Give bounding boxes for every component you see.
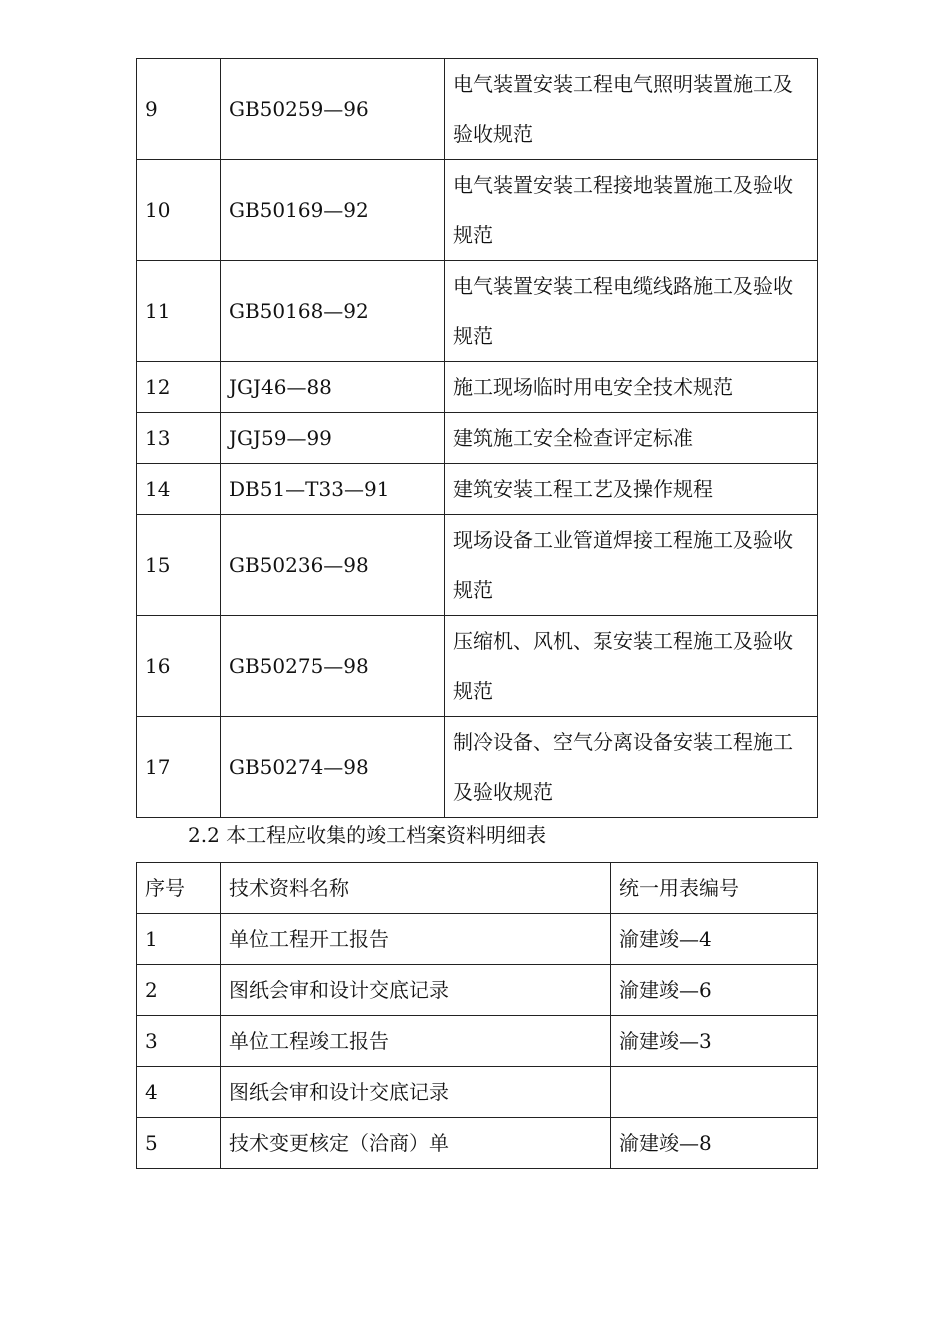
row-number: 10 (137, 160, 221, 261)
table-row (137, 413, 818, 464)
standard-name: 压缩机、风机、泵安装工程施工及验收规范 (445, 616, 818, 717)
standard-name: 现场设备工业管道焊接工程施工及验收规范 (445, 515, 818, 616)
document-name: 技术变更核定（洽商）单 (221, 1118, 611, 1169)
form-number: 渝建竣—6 (611, 965, 818, 1016)
row-number: 11 (137, 261, 221, 362)
table-row (137, 965, 818, 1016)
form-number: 渝建竣—4 (611, 914, 818, 965)
table-row (137, 1118, 818, 1169)
row-number: 9 (137, 59, 221, 160)
document-name: 单位工程竣工报告 (221, 1016, 611, 1067)
section-heading: 2.2 本工程应收集的竣工档案资料明细表 (188, 823, 547, 847)
standard-name: 施工现场临时用电安全技术规范 (445, 362, 818, 413)
standard-name: 建筑施工安全检查评定标准 (445, 413, 818, 464)
form-number: 渝建竣—3 (611, 1016, 818, 1067)
table-row (137, 515, 818, 616)
row-number: 15 (137, 515, 221, 616)
standard-code: JGJ46—88 (221, 362, 445, 413)
table-row (137, 261, 818, 362)
row-number: 2 (137, 965, 221, 1016)
standard-name: 建筑安装工程工艺及操作规程 (445, 464, 818, 515)
standard-code: JGJ59—99 (221, 413, 445, 464)
header-number: 序号 (137, 863, 221, 914)
row-number: 14 (137, 464, 221, 515)
standard-code: GB50274—98 (221, 717, 445, 818)
table-row (137, 1067, 818, 1118)
standard-code: GB50168—92 (221, 261, 445, 362)
table-row (137, 914, 818, 965)
table-row (137, 362, 818, 413)
row-number: 5 (137, 1118, 221, 1169)
header-form-number: 统一用表编号 (611, 863, 818, 914)
table-header-row (137, 863, 818, 914)
archive-table (136, 862, 818, 1169)
standard-name: 电气装置安装工程电气照明装置施工及验收规范 (445, 59, 818, 160)
document-name: 图纸会审和设计交底记录 (221, 965, 611, 1016)
standard-name: 电气装置安装工程接地装置施工及验收规范 (445, 160, 818, 261)
standard-name: 电气装置安装工程电缆线路施工及验收规范 (445, 261, 818, 362)
form-number (611, 1067, 818, 1118)
row-number: 3 (137, 1016, 221, 1067)
standard-code: DB51—T33—91 (221, 464, 445, 515)
table-row (137, 1016, 818, 1067)
document-name: 图纸会审和设计交底记录 (221, 1067, 611, 1118)
row-number: 12 (137, 362, 221, 413)
table-row (137, 59, 818, 160)
form-number: 渝建竣—8 (611, 1118, 818, 1169)
table-row (137, 616, 818, 717)
standard-code: GB50275—98 (221, 616, 445, 717)
header-document-name: 技术资料名称 (221, 863, 611, 914)
row-number: 17 (137, 717, 221, 818)
standard-name: 制冷设备、空气分离设备安装工程施工及验收规范 (445, 717, 818, 818)
standard-code: GB50236—98 (221, 515, 445, 616)
table-row (137, 160, 818, 261)
standard-code: GB50259—96 (221, 59, 445, 160)
standards-table (136, 58, 818, 818)
row-number: 16 (137, 616, 221, 717)
standard-code: GB50169—92 (221, 160, 445, 261)
row-number: 4 (137, 1067, 221, 1118)
document-name: 单位工程开工报告 (221, 914, 611, 965)
table-row (137, 464, 818, 515)
row-number: 1 (137, 914, 221, 965)
table-row (137, 717, 818, 818)
row-number: 13 (137, 413, 221, 464)
